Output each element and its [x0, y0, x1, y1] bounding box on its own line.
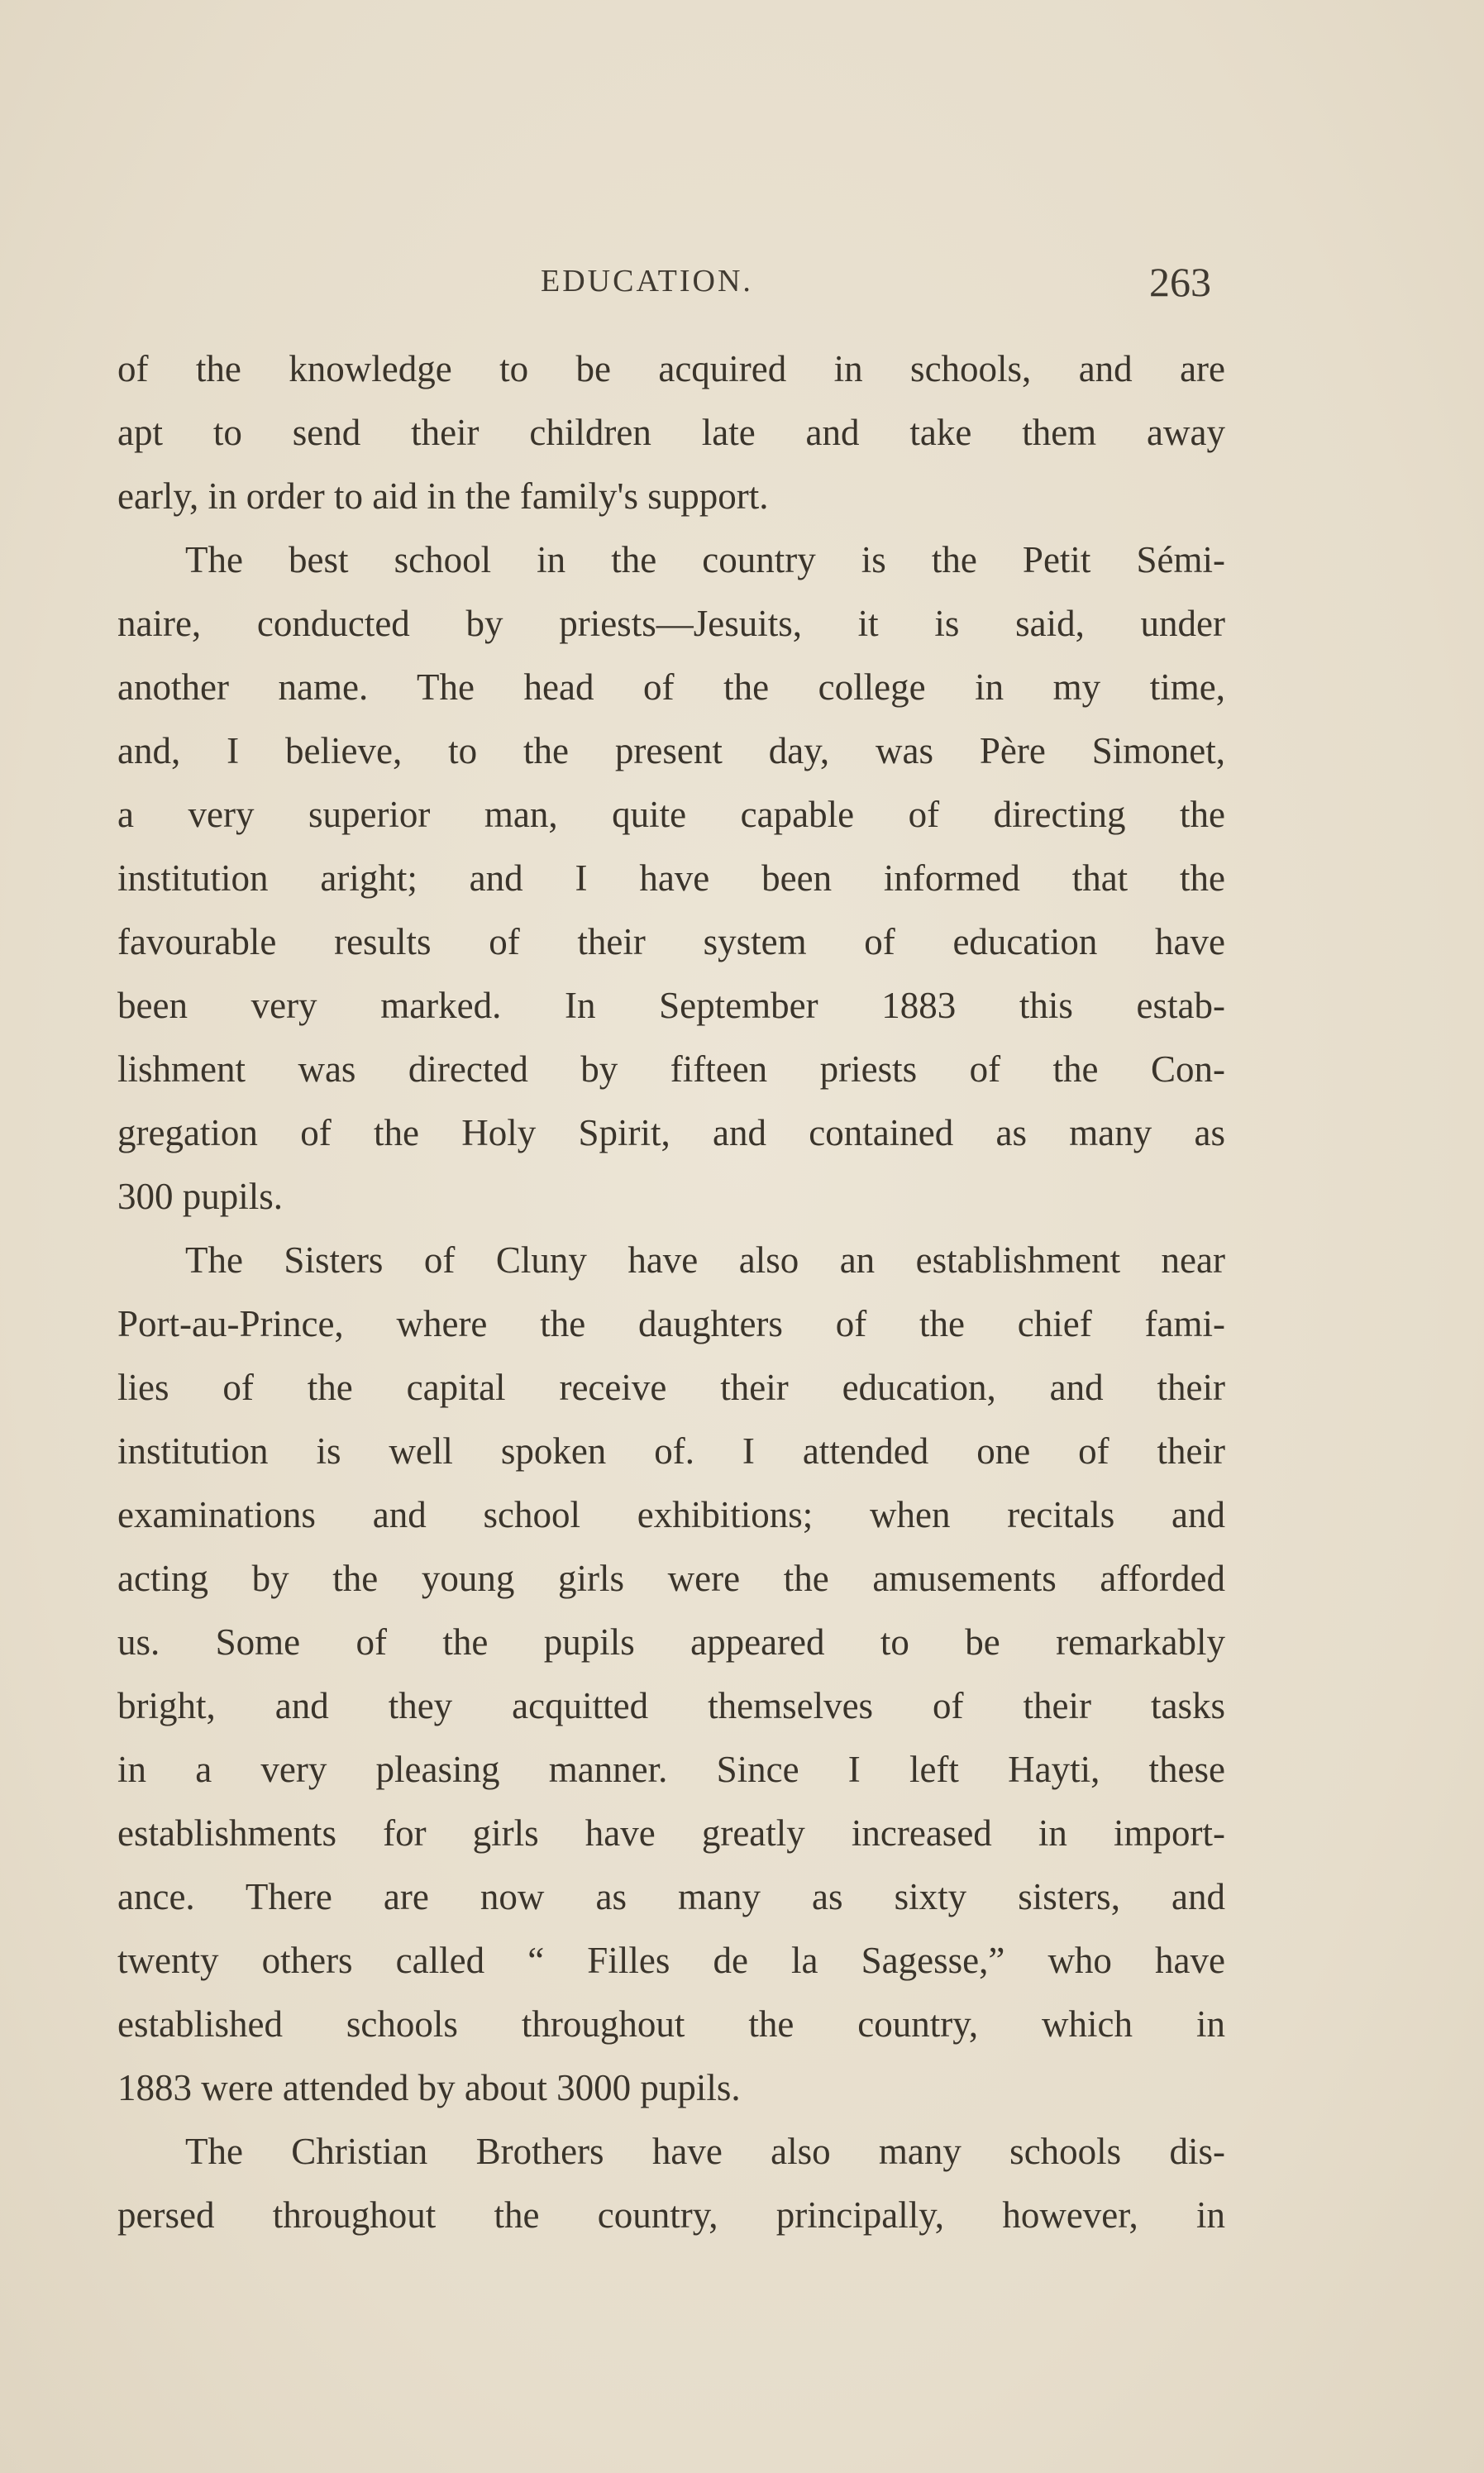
body-text	[117, 337, 1225, 2247]
text-line: The best school in the country is the Petit Sémi-	[185, 539, 1225, 580]
text-line: been very marked. In September 1883 this estab-	[117, 985, 1225, 1026]
text-line: lies of the capital receive their education, and their	[117, 1367, 1225, 1408]
text-line: another name. The head of the college in my time,	[117, 666, 1225, 708]
text-line: twenty others called “ Filles de la Sagesse,” who have	[117, 1940, 1225, 1981]
text-line: examinations and school exhibitions; when recitals and	[117, 1494, 1225, 1535]
text-line: and, I believe, to the present day, was Père Simonet,	[117, 730, 1225, 771]
text-line: The Christian Brothers have also many schools dis-	[185, 2131, 1225, 2172]
text-line: early, in order to aid in the family's support.	[117, 475, 769, 517]
text-line: a very superior man, quite capable of directing the	[117, 794, 1225, 835]
text-line: acting by the young girls were the amusements afforded	[117, 1558, 1225, 1599]
text-line: ance. There are now as many as sixty sisters, and	[117, 1876, 1225, 1917]
text-line: apt to send their children late and take them away	[117, 412, 1225, 453]
text-line: institution aright; and I have been informed that the	[117, 857, 1225, 899]
text-line: 300 pupils.	[117, 1176, 284, 1217]
text-line: gregation of the Holy Spirit, and contained as many as	[117, 1112, 1225, 1153]
text-line: in a very pleasing manner. Since I left Hayti, these	[117, 1749, 1225, 1790]
text-line: bright, and they acquitted themselves of their tasks	[117, 1685, 1225, 1726]
page-number: 263	[1149, 259, 1211, 305]
text-line: lishment was directed by fifteen priests of the Con-	[117, 1048, 1225, 1090]
text-line: institution is well spoken of. I attended one of their	[117, 1430, 1225, 1472]
running-title: EDUCATION.	[541, 264, 753, 298]
text-line: of the knowledge to be acquired in schools, and are	[117, 348, 1225, 389]
text-line: favourable results of their system of education have	[117, 921, 1225, 962]
text-line: naire, conducted by priests—Jesuits, it is said, under	[117, 603, 1225, 644]
running-head	[0, 258, 1484, 308]
text-line: persed throughout the country, principally, however, in	[117, 2194, 1225, 2236]
text-line: Port-au-Prince, where the daughters of the chief fami-	[117, 1303, 1225, 1344]
text-line: established schools throughout the country, which in	[117, 2003, 1225, 2045]
text-line: 1883 were attended by about 3000 pupils.	[117, 2067, 741, 2108]
text-line: establishments for girls have greatly increased in import-	[117, 1812, 1225, 1854]
text-line: The Sisters of Cluny have also an establishment near	[185, 1239, 1225, 1281]
text-line: us. Some of the pupils appeared to be remarkably	[117, 1621, 1225, 1663]
